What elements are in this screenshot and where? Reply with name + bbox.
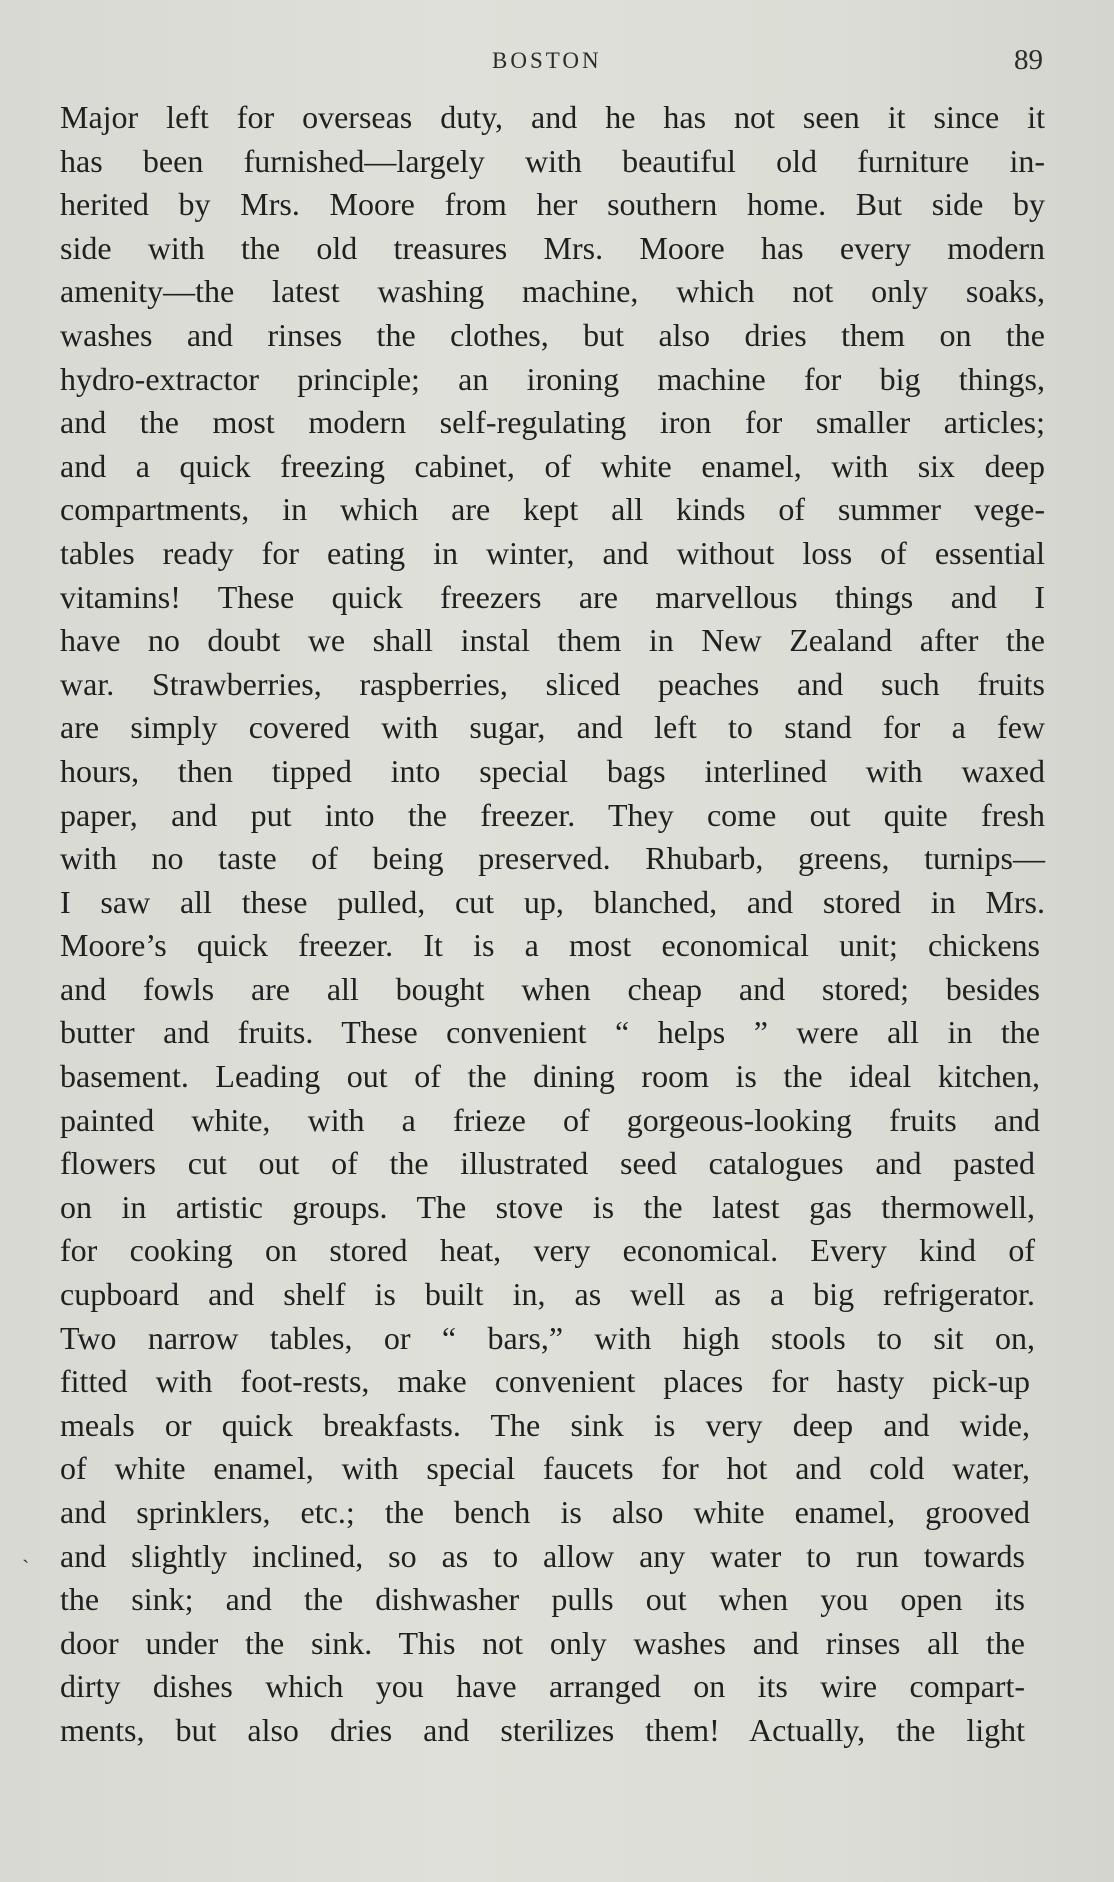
text-line: meals or quick breakfasts. The sink is very deep and wide, (60, 1406, 1030, 1443)
text-line: and fowls are all bought when cheap and stored; besides (60, 970, 1040, 1007)
text-line: Two narrow tables, or “ bars,” with high stools to sit on, (60, 1319, 1035, 1356)
text-line: fitted with foot-rests, make convenient places for hasty pick-up (60, 1363, 1030, 1400)
text-line: flowers cut out of the illustrated seed catalogues and pasted (60, 1145, 1035, 1182)
text-line: paper, and put into the freezer. They come out quite fresh (60, 796, 1045, 833)
text-line: vitamins! These quick freezers are marvellous things and I (60, 578, 1045, 615)
text-line: of white enamel, with special faucets for hot and cold water, (60, 1450, 1030, 1487)
text-line: war. Strawberries, raspberries, sliced peaches and such fruits (60, 665, 1045, 702)
text-line: cupboard and shelf is built in, as well as a big refrigerator. (60, 1276, 1035, 1313)
text-line: washes and rinses the clothes, but also dries them on the (60, 316, 1045, 353)
text-line: for cooking on stored heat, very economical. Every kind of (60, 1232, 1035, 1269)
text-line: the sink; and the dishwasher pulls out when you open its (60, 1581, 1025, 1618)
text-line: dirty dishes which you have arranged on its wire compart- (60, 1668, 1025, 1705)
text-line: butter and fruits. These convenient “ helps ” were all in the (60, 1014, 1040, 1051)
text-line: ments, but also dries and sterilizes them! Actually, the light (60, 1711, 1025, 1748)
text-line: compartments, in which are kept all kinds of summer vege- (60, 491, 1045, 528)
text-line: and the most modern self-regulating iron for smaller articles; (60, 404, 1045, 441)
text-line: are simply covered with sugar, and left to stand for a few (60, 709, 1045, 746)
text-line: Moore’s quick freezer. It is a most economical unit; chickens (60, 927, 1040, 964)
running-head (0, 44, 1114, 84)
text-line: on in artistic groups. The stove is the latest gas thermowell, (60, 1188, 1035, 1225)
text-line: hydro-extractor principle; an ironing machine for big things, (60, 360, 1045, 397)
text-line: herited by Mrs. Moore from her southern home. But side by (60, 186, 1045, 223)
text-line: with no taste of being preserved. Rhubarb, greens, turnips— (60, 840, 1045, 877)
text-line: I saw all these pulled, cut up, blanched, and stored in Mrs. (60, 883, 1045, 920)
text-line: side with the old treasures Mrs. Moore has every modern (60, 229, 1045, 266)
body-text (60, 96, 1045, 1753)
text-line: door under the sink. This not only washes and rinses all the (60, 1624, 1025, 1661)
running-title: BOSTON (492, 48, 602, 73)
margin-mark: ˋ (22, 1555, 30, 1580)
text-line: have no doubt we shall instal them in New Zealand after the (60, 622, 1045, 659)
text-line: painted white, with a frieze of gorgeous-looking fruits and (60, 1101, 1040, 1138)
page-number: 89 (1014, 44, 1043, 76)
text-line: and a quick freezing cabinet, of white enamel, with six deep (60, 447, 1045, 484)
text-line: and sprinklers, etc.; the bench is also white enamel, grooved (60, 1494, 1030, 1530)
text-line: tables ready for eating in winter, and without loss of essential (60, 534, 1045, 571)
text-line: hours, then tipped into special bags interlined with waxed (60, 752, 1045, 789)
text-line: amenity—the latest washing machine, which not only soaks, (60, 273, 1045, 310)
text-line: Major left for overseas duty, and he has not seen it since it (60, 99, 1045, 135)
text-line: basement. Leading out of the dining room is the ideal kitchen, (60, 1058, 1040, 1095)
text-line: has been furnished—largely with beautiful old furniture in- (60, 142, 1045, 179)
text-line: and slightly inclined, so as to allow any water to run towards (60, 1537, 1025, 1574)
